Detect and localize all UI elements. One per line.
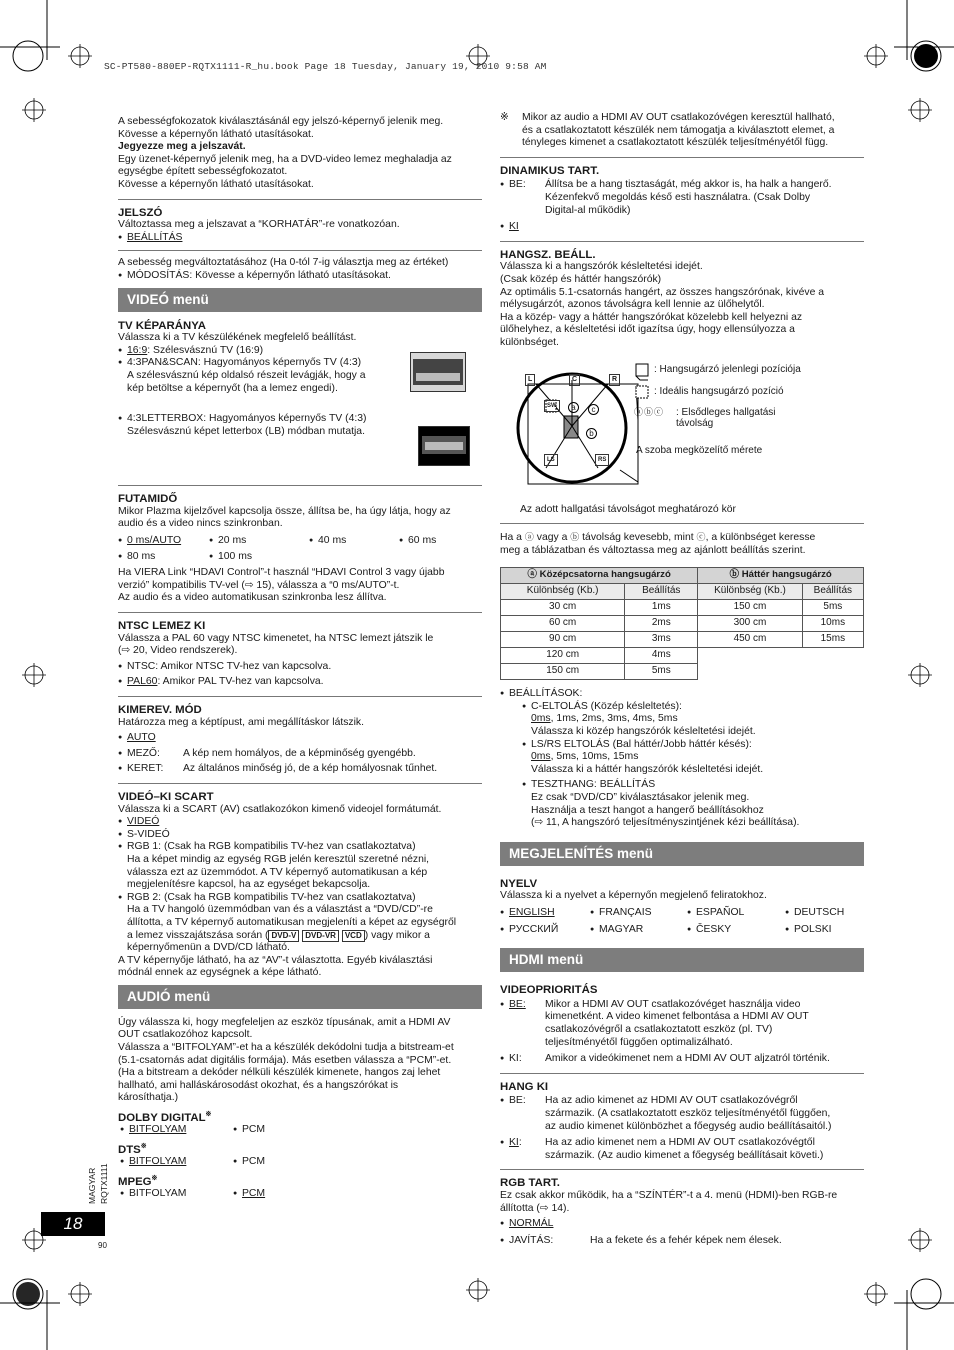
vcd-badge: VCD <box>342 930 365 942</box>
password-note: Jegyezze meg a jelszavát. <box>118 141 246 153</box>
hdmi-menu-header: HDMI menü <box>500 948 864 972</box>
dvd-v-badge: DVD-V <box>268 930 299 942</box>
table-row: 30 cm 1ms 150 cm 5ms <box>501 600 864 616</box>
page-number: 18 <box>41 1212 105 1236</box>
intro-line: Kövesse a képernyőn látható utasításokat. <box>118 178 314 190</box>
video-menu-header: VIDEÓ menü <box>118 288 482 312</box>
option-item: ● 4:3PAN&SCAN: Hagyományos képernyős TV (4:3) A szélesvásznú kép oldalsó részeit levágják, hogy a kép betöltse a képernyőt (ha a lemez engedi). <box>118 357 482 395</box>
option-item: ● KI: Ha az adio kimenet nem a HDMI AV OUT csatlakozóvégtől származik. (Az audio kimenet a főegység beállításait követi.) <box>500 1137 864 1162</box>
hangsz-desc: mélysugárzót, azonos távolságra kell lennie az ülőhelytől. <box>500 299 765 311</box>
jelszo-line: A sebesség megváltoztatásához (Ha 0-tól 7-ig választja meg az értéket) <box>118 257 449 269</box>
option-item: ● NTSC: Amikor NTSC TV-hez van kapcsolva. <box>118 661 482 674</box>
option-item: ● BE: Ha az adio kimenet az HDMI AV OUT csatlakozóvégről származik. (A csatlakoztatott eszköz teljesítményétől függően, az audio kimenet különbözhet a főegység audio beállításaitól.) <box>500 1095 864 1133</box>
hangsz-instruction: meg a táblázatban és változtassa meg az ajánlott beállítás szerint. <box>500 544 806 556</box>
hangsz-title: HANGSZ. BEÁLL. <box>500 248 596 261</box>
dolby-options: ● BITFOLYAM ● PCM <box>118 1124 482 1137</box>
kimerev-title: KIMEREV. MÓD <box>118 704 202 716</box>
delay-table <box>500 567 864 680</box>
intro-line: Egy üzenet-képernyő jelenik meg, ha a DVD-video lemez meghaladja az <box>118 153 452 165</box>
dts-title: DTS※ <box>118 1143 147 1156</box>
option-item: ● S-VIDEÓ <box>118 829 482 842</box>
speaker-r-label: R <box>609 374 620 386</box>
option-item: ● MÓDOSÍTÁS: Kövesse a képernyőn látható utasításokat. <box>118 270 482 283</box>
divider <box>118 612 482 613</box>
hangsz-desc: (Csak közép és háttér hangszórók) <box>500 273 662 285</box>
table-row: 90 cm 3ms 450 cm 15ms <box>501 632 864 648</box>
option-item: ● NORMÁL <box>500 1218 864 1231</box>
dinamikus-title: DINAMIKUS TART. <box>500 164 600 177</box>
page-sub-number: 90 <box>98 1241 107 1250</box>
option-item: ● KI <box>500 221 864 234</box>
speaker-diagram <box>500 350 864 500</box>
divider <box>500 1169 864 1170</box>
audio-desc: Válassza a “BITFOLYAM”-et ha a készülék dekódolni tudja a bitstream-et <box>118 1042 454 1054</box>
option-item: ● BE: Mikor a HDMI AV OUT csatlakozóvéget használja video kimenetként. A video kimenet felbontása a HDMI AV OUT csatlakozóvégről a csatlakoztatott eszköz (pl. TV) teljesítményétől függően optimalizálható. <box>500 999 864 1049</box>
option-desc: Válassza ki a háttér hangszórók késleltetési idejét. <box>531 763 764 775</box>
hangki-title: HANG KI <box>500 1080 549 1093</box>
option-desc: Válassza ki közép hangszórók késleltetési idejét. <box>531 726 756 738</box>
table-col-header: Különbség (Kb.) <box>698 584 802 600</box>
table-col-header: Beállítás <box>802 584 863 600</box>
mpeg-title: MPEG※ <box>118 1175 158 1188</box>
hangsz-instruction: Ha a ⓐ vagy a ⓑ távolság kevesebb, mint ⓒ, a különbséget keresse <box>500 532 816 544</box>
tv-aspect-desc: Válassza ki a TV készülékének megfelelő beállítást. <box>118 332 357 344</box>
settings-list <box>500 701 864 830</box>
table-row: 60 cm 2ms 300 cm 10ms <box>501 616 864 632</box>
speaker-rs-label: RS <box>595 454 609 466</box>
futamido-title: FUTAMIDŐ <box>118 493 178 506</box>
divider <box>500 157 864 158</box>
left-column <box>118 116 482 1201</box>
rgb-desc: Ez csak akkor működik, ha a “SZÍNTÉR”-t a 4. menü (HDMI)-ben RGB-re <box>500 1189 838 1201</box>
option-item: ● 16:9: Szélesvásznú TV (16:9) <box>118 345 482 358</box>
speaker-l-label: L <box>525 374 535 386</box>
language-options: ● РУССКИЙ ● MAGYAR ● ČESKY ● POLSKI <box>500 924 864 937</box>
audio-desc: Úgy válassza ki, hogy megfeleljen az eszköz típusának, amit a HDMI AV <box>118 1016 451 1028</box>
intro-line: A sebességfokozatok kiválasztásánál egy jelszó-képernyő jelenik meg. <box>118 116 444 127</box>
distance-c-marker: c <box>588 404 599 415</box>
table-row: 120 cm 4ms <box>501 648 864 664</box>
option-desc: Használja a teszt hangot a hangerő beállításokhoz <box>531 804 764 816</box>
scart-title: VIDEÓ–KI SCART <box>118 790 214 803</box>
hangsz-desc: különbséget. <box>500 336 559 348</box>
legend-ideal-position: : Ideális hangsugárzó pozíció <box>654 385 784 397</box>
rgb-desc: állította (⇨ 14). <box>500 1202 570 1214</box>
futamido-note: Az audio és a video automatikusan szinkronba lesz állítva. <box>118 592 387 604</box>
divider <box>118 783 482 784</box>
divider <box>118 696 482 697</box>
option-item: ● MEZŐ: A kép nem homályos, de a képminőség gyengébb. <box>118 748 482 761</box>
audio-desc: (Ha a bitstream a dekóder nélküli készülék kimenete, hangos zaj lehet <box>118 1067 441 1079</box>
nyelv-desc: Válassza ki a nyelvet a képernyőn megjelenő feliratokhoz. <box>500 890 767 902</box>
audio-desc: (5.1-csatornás adat digitális formája). Más esetben válassza a “PCM”-et. <box>118 1054 452 1066</box>
option-item: ● JAVÍTÁS: Ha a fekete és a fehér képek nem élesek. <box>500 1235 864 1248</box>
side-code-label: RQTX1111 <box>99 1163 109 1204</box>
option-values: 0ms, 1ms, 2ms, 3ms, 4ms, 5ms <box>531 713 678 725</box>
table-row: 150 cm 5ms <box>501 664 864 680</box>
divider <box>118 250 482 251</box>
legend-abc-markers: ⓐⓑⓒ <box>634 406 665 417</box>
hangsz-desc: Válassza ki a hangszórók késleltetési idejét. <box>500 261 703 273</box>
futamido-desc: audio és a video nincs szinkronban. <box>118 518 283 530</box>
hdmi-footnote: ※ Mikor az audio a HDMI AV OUT csatlakozóvégen keresztül hallható, és a csatlakoztatott készülék nem támogatja a kiválasztott elemet, a tényleges kimenet a csatlakoztatott készülék teljesítményétől függ. <box>500 112 835 149</box>
table-col-header: Különbség (Kb.) <box>501 584 625 600</box>
divider <box>500 241 864 242</box>
side-language-label: MAGYAR <box>87 1167 97 1204</box>
option-item: ● RGB 1: (Csak ha RGB kompatibilis TV-hez van csatlakoztatva) Ha a képet mindig az egység RGB jelén keresztül szeretné nézni, válassza ezt az üzemmódot. A TV képernyő automatikusan a kép megjelenítésre kapcsol, ha az egységet bekapcsolja. <box>118 841 482 891</box>
scart-note: módnál ennek az egységnek a képe látható. <box>118 967 322 979</box>
option-values: 0ms, 5ms, 10ms, 15ms <box>531 751 639 763</box>
language-options: ● ENGLISH ● FRANÇAIS ● ESPAÑOL ● DEUTSCH <box>500 907 864 920</box>
dts-options: ● BITFOLYAM ● PCM <box>118 1156 482 1169</box>
option-item: ● VIDEÓ <box>118 816 482 829</box>
option-item: ● AUTO <box>118 732 482 745</box>
hangsz-desc: Ha a közép- vagy a háttér hangszórókat közelebb kell helyezni az <box>500 311 803 323</box>
option-item: ● C-ELTOLÁS (Közép késleltetés): <box>522 701 864 714</box>
intro-line: egységbe épített sebességfokozatot. <box>118 166 288 178</box>
divider <box>118 199 482 200</box>
tv-aspect-title: TV KÉPARÁNYA <box>118 319 206 332</box>
dolby-title: DOLBY DIGITAL※ <box>118 1111 212 1124</box>
kimerev-desc: Határozza meg a képtípust, ami megállításkor látszik. <box>118 716 365 728</box>
settings-head: ● BEÁLLÍTÁSOK: <box>500 688 864 701</box>
scart-note: A TV képernyője látható, ha az “AV”-t választotta. Egyéb kiválasztási <box>118 954 433 966</box>
table-head-center: ⓐ Középcsatorna hangsugárzó <box>501 568 698 584</box>
option-item: ● RGB 2: (Csak ha RGB kompatibilis TV-hez van csatlakoztatva) Ha a TV hangoló üzemmódban van és a választást a “DVD/CD”-re állította, a TV képernyő automatikusan megjeleníti a képet az egységről a lemez visszajátszása során ( DVD-V DVD-VR VCD ) vagy mikor a képernyőmenün a DVD/CD látható. <box>118 892 482 955</box>
option-item: ● 4:3LETTERBOX: Hagyományos képernyős TV (4:3) Szélesvásznú képet letterbox (LB) módban mutatja. <box>118 413 482 438</box>
pan-scan-tv-icon <box>410 352 466 392</box>
audio-desc: hallható, ami halláskárosodást okozhat, és a hangszórókat is <box>118 1079 399 1091</box>
legend-room-size: A szoba megközelítő mérete <box>636 444 763 456</box>
option-item: ● BEÁLLÍTÁS <box>118 232 482 245</box>
legend-current-position: : Hangsugárzó jelenlegi pozíciója <box>654 363 801 375</box>
futamido-desc: Mikor Plazma kijelzővel kapcsolja össze, állítsa be, ha úgy látja, hogy az <box>118 505 451 517</box>
option-item: ● KERET: Az általános minőség jó, de a kép homályosnak tűnhet. <box>118 763 482 776</box>
right-column <box>500 112 864 1247</box>
rgb-title: RGB TART. <box>500 1177 560 1190</box>
hangsz-desc: ülőhelyhez, a késleltetési időt igazítsa úgy, hogy ellensúlyozza a <box>500 324 795 336</box>
divider <box>500 1073 864 1074</box>
display-menu-header: MEGJELENÍTÉS menü <box>500 842 864 866</box>
diagram-caption: Az adott hallgatási távolságot meghatározó kör <box>520 503 737 515</box>
audio-desc: OUT csatlakozóhoz kapcsolt. <box>118 1029 253 1041</box>
speaker-sw-label: SW <box>544 400 560 412</box>
option-item: ● TESZTHANG: BEÁLLÍTÁS <box>522 779 864 792</box>
ntsc-title: NTSC LEMEZ KI <box>118 620 206 633</box>
hangsz-desc: Az optimális 5.1-csatornás hangért, az összes hangszórónak, kivéve a <box>500 286 825 298</box>
ntsc-desc: (⇨ 20, Video rendszerek). <box>118 645 238 657</box>
jelszo-title: JELSZÓ <box>118 206 163 219</box>
audio-menu-header: AUDIÓ menü <box>118 985 482 1009</box>
legend-primary-distance: : Elsődleges hallgatási távolság <box>676 406 776 429</box>
intro-line: Kövesse a képernyőn látható utasításokat. <box>118 128 314 140</box>
speaker-c-label: C <box>569 374 580 386</box>
ntsc-desc: Válassza a PAL 60 vagy NTSC kimenetet, ha NTSC lemezt játszik le <box>118 632 434 644</box>
futamido-note: verzió” kompatibilis TV-vel (⇨ 15), válassza a “0 ms/AUTO”-t. <box>118 579 400 591</box>
distance-a-marker: a <box>568 402 579 413</box>
speaker-ls-label: LS <box>544 454 558 466</box>
scart-desc: Válassza ki a SCART (AV) csatlakozókon kimenő videojel formátumát. <box>118 803 442 815</box>
book-header: SC-PT580-880EP-RQTX1111-R_hu.book Page 18 Tuesday, January 19, 2010 9:58 AM <box>104 61 547 72</box>
dvd-vr-badge: DVD-VR <box>302 930 339 942</box>
futamido-note: Ha VIERA Link “HDAVI Control”-t használ “HDAVI Control 3 vagy újabb <box>118 567 445 579</box>
delay-options: ● 0 ms/AUTO ● 20 ms ● 40 ms ● 60 ms <box>118 535 482 548</box>
letterbox-tv-icon <box>418 426 470 466</box>
option-item: ● KI: Amikor a videókimenet nem a HDMI AV OUT aljzatról történik. <box>500 1053 864 1066</box>
jelszo-desc: Változtassa meg a jelszavat a “KORHATÁR”-re vonatkozóan. <box>118 219 400 231</box>
divider <box>500 523 864 524</box>
mpeg-options: ● BITFOLYAM ● PCM <box>118 1188 482 1201</box>
nyelv-title: NYELV <box>500 877 538 890</box>
option-desc: (⇨ 11, A hangszóró teljesítményszintjének kézi beállítása). <box>531 817 800 829</box>
delay-options: ● 80 ms ● 100 ms <box>118 551 482 564</box>
option-item: ● LS/RS ELTOLÁS (Bal háttér/Jobb háttér késés): <box>522 739 864 752</box>
option-desc: Ez csak “DVD/CD” kiválasztásakor jelenik meg. <box>531 792 750 804</box>
option-item: ● PAL60: Amikor PAL TV-hez van kapcsolva. <box>118 676 482 689</box>
option-item: ● BE: Állítsa be a hang tisztaságát, még akkor is, ha halk a hangerő. Kézenfekvő megoldás késő esti használatra. (Csak Dolby Digital-al működik) <box>500 179 864 217</box>
table-head-surround: ⓑ Háttér hangsugárzó <box>698 568 864 584</box>
table-col-header: Beállítás <box>625 584 698 600</box>
videoprio-title: VIDEOPRIORITÁS <box>500 984 598 997</box>
divider <box>118 485 482 486</box>
distance-b-marker: b <box>586 428 597 439</box>
audio-desc: károsíthatja.) <box>118 1092 179 1104</box>
